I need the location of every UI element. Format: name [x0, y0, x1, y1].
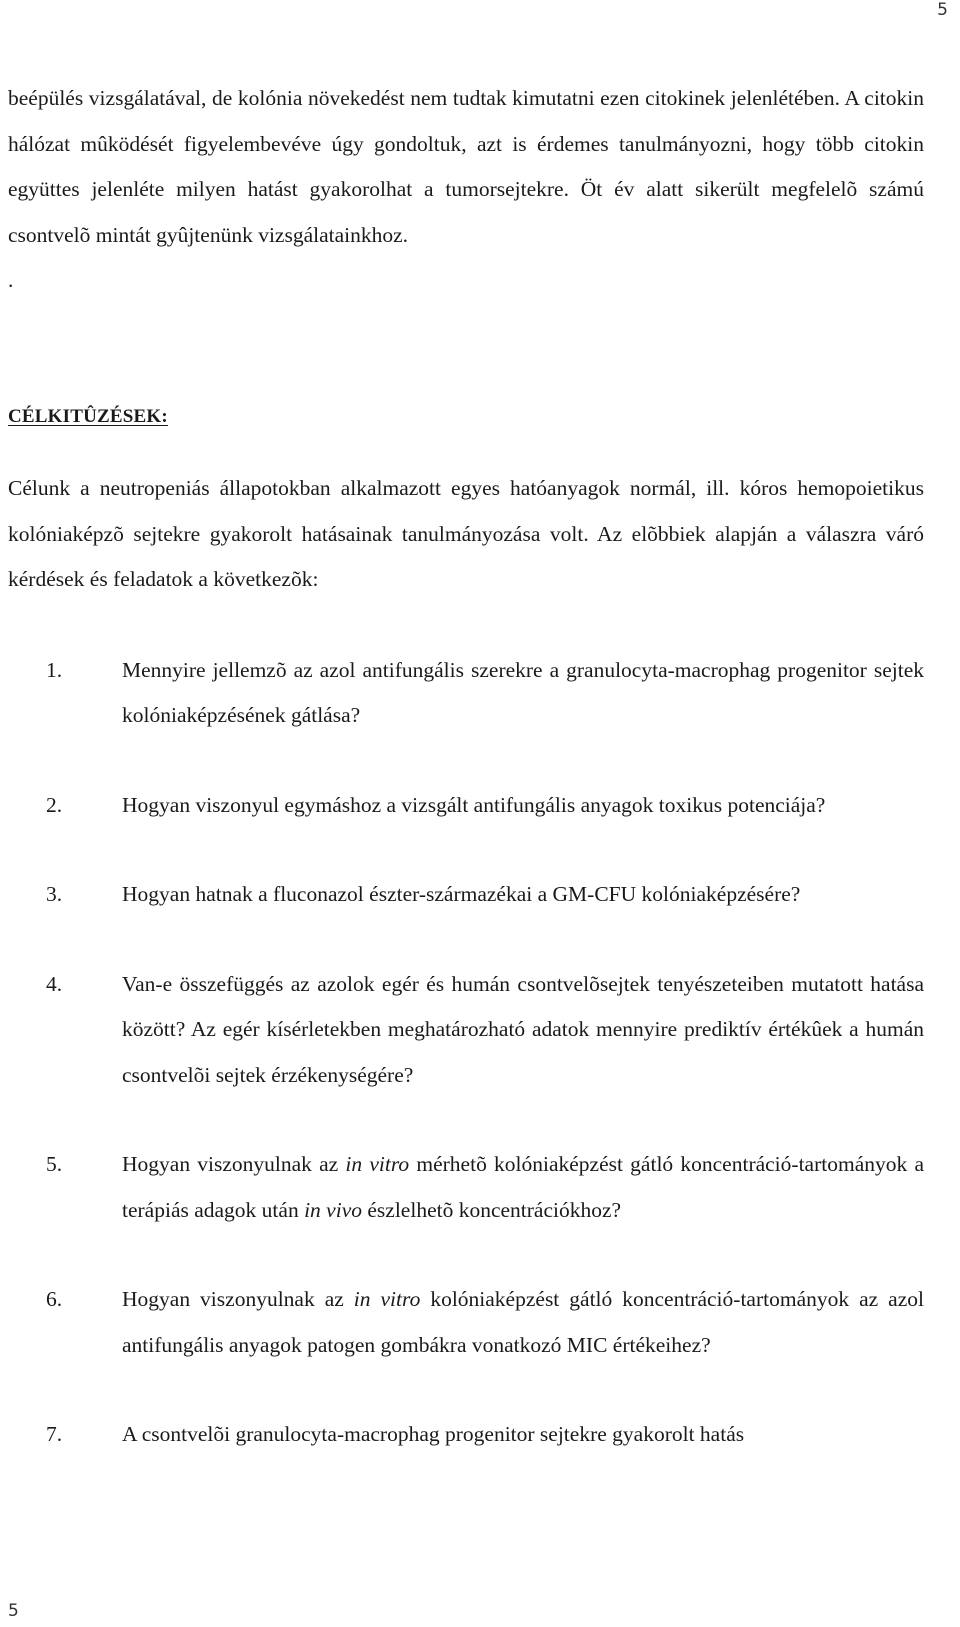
- list-item-text-part: kolóniaképzést gátló koncentráció-tartományok az azol antifungális anyagok patogen gombákra vonatkozó MIC értékeihez?: [122, 1287, 924, 1357]
- italic-term: in vitro: [353, 1287, 421, 1311]
- list-item-number: 3.: [46, 882, 63, 906]
- list-item-number: 2.: [46, 792, 63, 817]
- list-item-text: Mennyire jellemzõ az azol antifungális szerekre a granulocyta-macrophag progenitor sejtek kolóniaképzésének gátlása?: [122, 657, 924, 727]
- list-item-text: Hogyan hatnak a fluconazol észter-származékai a GM-CFU kolóniaképzésére?: [122, 882, 801, 906]
- intro-paragraph: beépülés vizsgálatával, de kolónia növekedést nem tudtak kimutatni ezen citokinek jelenlétében. A citokin hálózat mûködését figyelembevéve úgy gondoltuk, azt is érdemes tanulmányozni, hogy több citokin együttes jelenléte milyen hatást gyakorolhat a tumorsejtekre. Öt év alatt sikerült megfelelõ számú csontvelõ mintát gyûjtenünk vizsgálatainkhoz.: [8, 86, 924, 247]
- list-item-text: A csontvelõi granulocyta-macrophag progenitor sejtekre gyakorolt hatás: [122, 1422, 745, 1446]
- list-item-text: Hogyan viszonyul egymáshoz a vizsgált antifungális anyagok toxikus potenciája?: [122, 792, 826, 817]
- list-item-number: 4.: [46, 971, 63, 996]
- list-item-number: 6.: [46, 1287, 63, 1311]
- document-body: [8, 76, 924, 1458]
- list-item-number: 5.: [46, 1152, 63, 1176]
- list-item: [8, 1277, 924, 1368]
- stray-dot: .: [8, 268, 14, 292]
- aims-paragraph: Célunk a neutropeniás állapotokban alkalmazott egyes hatóanyagok normál, ill. kóros hemopoietikus kolóniaképzõ sejtekre gyakorolt hatásainak tanulmányozása volt. Az elõbbiek alapján a válaszra váró kérdések és feladatok a következõk:: [8, 476, 924, 591]
- list-item-text-part: Hogyan viszonyulnak az: [122, 1287, 354, 1311]
- list-item: [8, 648, 924, 739]
- list-item: [8, 1142, 924, 1233]
- italic-term: in vitro: [345, 1152, 410, 1176]
- list-item-text-part: mérhetõ kolóniaképzést gátló koncentráció-tartományok a terápiás adagok után: [122, 1152, 924, 1222]
- questions-list: [8, 648, 924, 1458]
- list-item-text-part: észlelhetõ koncentrációkhoz?: [362, 1197, 622, 1222]
- list-item-text-part: Hogyan viszonyulnak az: [122, 1152, 346, 1176]
- list-item: [8, 872, 924, 918]
- list-item: [8, 1412, 924, 1458]
- page-number-top: 5: [937, 0, 948, 20]
- list-item-text: Van-e összefüggés az azolok egér és humán csontvelõsejtek tenyészeteiben mutatott hatása között? Az egér kísérletekben meghatározható adatok mennyire prediktív értékûek a humán csontvelõi sejtek érzékenységére?: [122, 971, 924, 1087]
- section-heading: CÉLKITÛZÉSEK:: [8, 405, 168, 427]
- list-item-number: 7.: [46, 1422, 63, 1446]
- list-item-number: 1.: [46, 657, 63, 682]
- page-number-bottom: 5: [8, 1601, 19, 1621]
- list-item: [8, 783, 924, 829]
- italic-term: in vivo: [304, 1197, 362, 1222]
- list-item: [8, 962, 924, 1099]
